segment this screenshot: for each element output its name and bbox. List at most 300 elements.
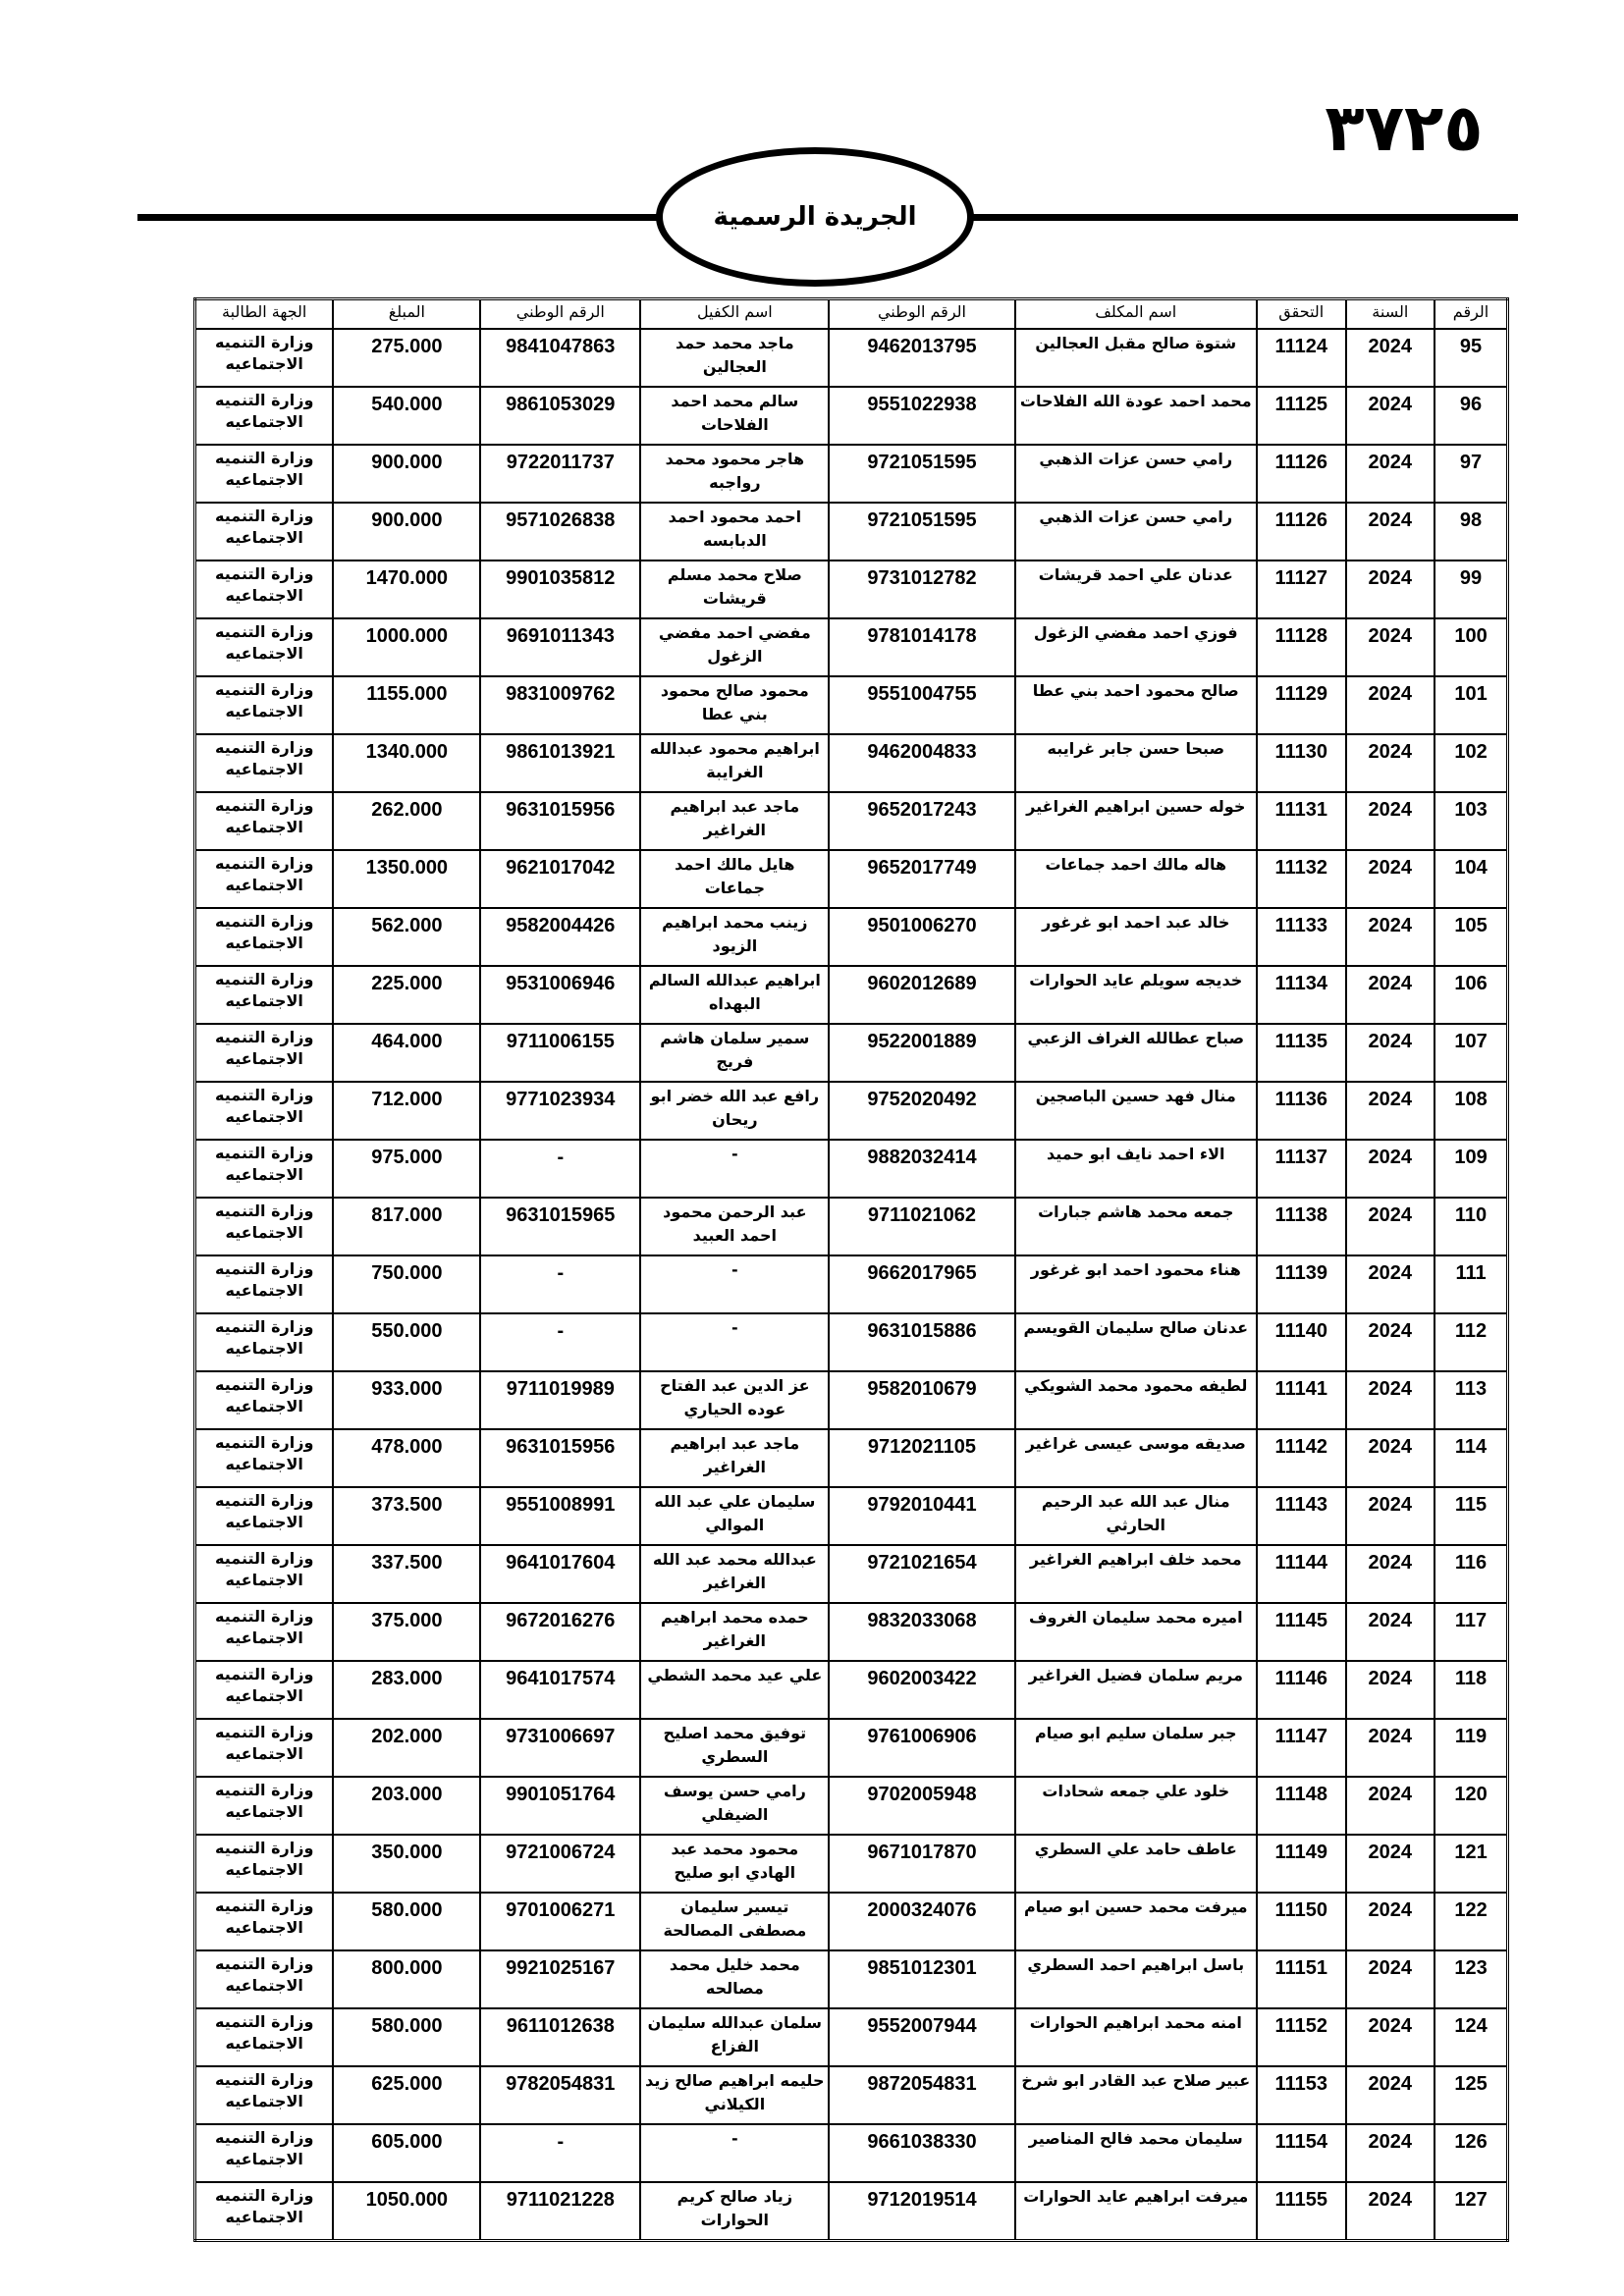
cell-row-number: 122 bbox=[1435, 1893, 1507, 1950]
cell-sponsor-name: محمد خليل محمد مصالحه bbox=[640, 1950, 829, 2008]
cell-year: 2024 bbox=[1346, 1198, 1435, 1255]
cell-taxpayer-name: رامي حسن عزات الذهبي bbox=[1015, 503, 1257, 561]
cell-row-number: 126 bbox=[1435, 2124, 1507, 2182]
cell-check-number: 11128 bbox=[1257, 618, 1346, 676]
cell-amount: 275.000 bbox=[333, 329, 480, 387]
cell-taxpayer-national-id: 9712021105 bbox=[829, 1429, 1014, 1487]
cell-year: 2024 bbox=[1346, 1313, 1435, 1371]
cell-amount: 540.000 bbox=[333, 387, 480, 445]
table-row bbox=[195, 445, 1508, 503]
cell-taxpayer-national-id: 9671017870 bbox=[829, 1835, 1014, 1893]
cell-amount: 464.000 bbox=[333, 1024, 480, 1082]
column-header-taxpayer-national-id: الرقم الوطني bbox=[829, 299, 1014, 330]
cell-row-number: 123 bbox=[1435, 1950, 1507, 2008]
column-header-taxpayer-name: اسم المكلف bbox=[1015, 299, 1257, 330]
table-row bbox=[195, 734, 1508, 792]
cell-requesting-entity: وزارة التنميه الاجتماعيه bbox=[195, 1719, 334, 1777]
cell-check-number: 11150 bbox=[1257, 1893, 1346, 1950]
cell-amount: 562.000 bbox=[333, 908, 480, 966]
cell-requesting-entity: وزارة التنميه الاجتماعيه bbox=[195, 1024, 334, 1082]
cell-row-number: 124 bbox=[1435, 2008, 1507, 2066]
table-row bbox=[195, 1545, 1508, 1603]
cell-requesting-entity: وزارة التنميه الاجتماعيه bbox=[195, 503, 334, 561]
cell-check-number: 11140 bbox=[1257, 1313, 1346, 1371]
cell-amount: 1050.000 bbox=[333, 2182, 480, 2241]
cell-sponsor-national-id: 9722011737 bbox=[480, 445, 640, 503]
cell-taxpayer-name: لطيفه محمود محمد الشويكي bbox=[1015, 1371, 1257, 1429]
cell-taxpayer-name: الاء احمد نايف ابو حميد bbox=[1015, 1140, 1257, 1198]
cell-sponsor-name: علي عيد محمد الشطي bbox=[640, 1661, 829, 1719]
cell-amount: 712.000 bbox=[333, 1082, 480, 1140]
cell-amount: 350.000 bbox=[333, 1835, 480, 1893]
cell-taxpayer-national-id: 9652017749 bbox=[829, 850, 1014, 908]
cell-sponsor-name: عز الدين عبد الفتاح عوده الحياري bbox=[640, 1371, 829, 1429]
cell-sponsor-national-id: 9641017574 bbox=[480, 1661, 640, 1719]
cell-taxpayer-national-id: 9462004833 bbox=[829, 734, 1014, 792]
table-row bbox=[195, 1603, 1508, 1661]
cell-taxpayer-national-id: 9602012689 bbox=[829, 966, 1014, 1024]
cell-taxpayer-name: خوله حسين ابراهيم الغراغير bbox=[1015, 792, 1257, 850]
cell-year: 2024 bbox=[1346, 850, 1435, 908]
cell-taxpayer-name: صبحا حسن جابر غرايبه bbox=[1015, 734, 1257, 792]
cell-row-number: 107 bbox=[1435, 1024, 1507, 1082]
cell-year: 2024 bbox=[1346, 792, 1435, 850]
column-header-year: السنة bbox=[1346, 299, 1435, 330]
cell-sponsor-national-id: 9731006697 bbox=[480, 1719, 640, 1777]
cell-taxpayer-national-id: 9702005948 bbox=[829, 1777, 1014, 1835]
cell-sponsor-national-id: 9861013921 bbox=[480, 734, 640, 792]
column-header-sponsor-name: اسم الكفيل bbox=[640, 299, 829, 330]
cell-taxpayer-name: خالد عبد احمد ابو غرغور bbox=[1015, 908, 1257, 966]
table-row bbox=[195, 2008, 1508, 2066]
cell-requesting-entity: وزارة التنميه الاجتماعيه bbox=[195, 1893, 334, 1950]
cell-sponsor-name: سمير سلمان هاشم فريج bbox=[640, 1024, 829, 1082]
cell-taxpayer-name: صباح عطالله الغراف الزعبي bbox=[1015, 1024, 1257, 1082]
cell-taxpayer-national-id: 9792010441 bbox=[829, 1487, 1014, 1545]
cell-amount: 375.000 bbox=[333, 1603, 480, 1661]
cell-taxpayer-name: شتوة صالح مقبل العجالين bbox=[1015, 329, 1257, 387]
cell-row-number: 120 bbox=[1435, 1777, 1507, 1835]
cell-amount: 1350.000 bbox=[333, 850, 480, 908]
cell-amount: 1000.000 bbox=[333, 618, 480, 676]
cell-year: 2024 bbox=[1346, 2182, 1435, 2241]
table-row bbox=[195, 1661, 1508, 1719]
table-row bbox=[195, 1893, 1508, 1950]
cell-taxpayer-national-id: 9652017243 bbox=[829, 792, 1014, 850]
cell-sponsor-name: حمده محمد ابراهيم الغراغير bbox=[640, 1603, 829, 1661]
cell-check-number: 11152 bbox=[1257, 2008, 1346, 2066]
cell-sponsor-name: صلاح محمد مسلم قريشات bbox=[640, 561, 829, 618]
records-table bbox=[193, 297, 1509, 2242]
cell-sponsor-name: - bbox=[640, 1140, 829, 1198]
cell-sponsor-national-id: 9901035812 bbox=[480, 561, 640, 618]
cell-sponsor-national-id: 9672016276 bbox=[480, 1603, 640, 1661]
cell-row-number: 117 bbox=[1435, 1603, 1507, 1661]
cell-sponsor-national-id: 9711006155 bbox=[480, 1024, 640, 1082]
cell-requesting-entity: وزارة التنميه الاجتماعيه bbox=[195, 908, 334, 966]
cell-check-number: 11149 bbox=[1257, 1835, 1346, 1893]
cell-year: 2024 bbox=[1346, 1545, 1435, 1603]
cell-requesting-entity: وزارة التنميه الاجتماعيه bbox=[195, 2124, 334, 2182]
cell-amount: 605.000 bbox=[333, 2124, 480, 2182]
cell-sponsor-national-id: 9701006271 bbox=[480, 1893, 640, 1950]
cell-taxpayer-national-id: 9712019514 bbox=[829, 2182, 1014, 2241]
cell-row-number: 108 bbox=[1435, 1082, 1507, 1140]
cell-sponsor-national-id: 9782054831 bbox=[480, 2066, 640, 2124]
cell-taxpayer-national-id: 9872054831 bbox=[829, 2066, 1014, 2124]
table-row bbox=[195, 966, 1508, 1024]
table-row bbox=[195, 1082, 1508, 1140]
cell-taxpayer-national-id: 9582010679 bbox=[829, 1371, 1014, 1429]
cell-check-number: 11136 bbox=[1257, 1082, 1346, 1140]
cell-sponsor-name: تيسير سليمان مصطفى المصالحة bbox=[640, 1893, 829, 1950]
cell-requesting-entity: وزارة التنميه الاجتماعيه bbox=[195, 966, 334, 1024]
cell-requesting-entity: وزارة التنميه الاجتماعيه bbox=[195, 2182, 334, 2241]
cell-requesting-entity: وزارة التنميه الاجتماعيه bbox=[195, 1255, 334, 1313]
cell-year: 2024 bbox=[1346, 1255, 1435, 1313]
cell-amount: 800.000 bbox=[333, 1950, 480, 2008]
cell-check-number: 11138 bbox=[1257, 1198, 1346, 1255]
cell-check-number: 11131 bbox=[1257, 792, 1346, 850]
publication-title-oval bbox=[656, 147, 974, 287]
cell-amount: 373.500 bbox=[333, 1487, 480, 1545]
cell-sponsor-national-id: 9711019989 bbox=[480, 1371, 640, 1429]
cell-check-number: 11125 bbox=[1257, 387, 1346, 445]
cell-amount: 337.500 bbox=[333, 1545, 480, 1603]
cell-amount: 262.000 bbox=[333, 792, 480, 850]
cell-requesting-entity: وزارة التنميه الاجتماعيه bbox=[195, 1661, 334, 1719]
column-header-check-number: التحقق bbox=[1257, 299, 1346, 330]
cell-year: 2024 bbox=[1346, 734, 1435, 792]
table-row bbox=[195, 1198, 1508, 1255]
cell-row-number: 116 bbox=[1435, 1545, 1507, 1603]
cell-row-number: 119 bbox=[1435, 1719, 1507, 1777]
cell-requesting-entity: وزارة التنميه الاجتماعيه bbox=[195, 329, 334, 387]
cell-check-number: 11129 bbox=[1257, 676, 1346, 734]
cell-year: 2024 bbox=[1346, 1140, 1435, 1198]
table-row bbox=[195, 2182, 1508, 2241]
cell-sponsor-national-id: 9611012638 bbox=[480, 2008, 640, 2066]
cell-taxpayer-name: محمد خلف ابراهيم الغراغير bbox=[1015, 1545, 1257, 1603]
cell-amount: 202.000 bbox=[333, 1719, 480, 1777]
cell-check-number: 11126 bbox=[1257, 503, 1346, 561]
cell-taxpayer-national-id: 9752020492 bbox=[829, 1082, 1014, 1140]
cell-sponsor-name: زياد صالح كريم الحوارات bbox=[640, 2182, 829, 2241]
cell-amount: 550.000 bbox=[333, 1313, 480, 1371]
cell-requesting-entity: وزارة التنميه الاجتماعيه bbox=[195, 1140, 334, 1198]
cell-taxpayer-name: مريم سلمان فضيل الغراغير bbox=[1015, 1661, 1257, 1719]
cell-year: 2024 bbox=[1346, 1603, 1435, 1661]
cell-taxpayer-name: امنه محمد ابراهيم الحوارات bbox=[1015, 2008, 1257, 2066]
cell-row-number: 98 bbox=[1435, 503, 1507, 561]
cell-taxpayer-national-id: 9721051595 bbox=[829, 503, 1014, 561]
cell-row-number: 115 bbox=[1435, 1487, 1507, 1545]
cell-requesting-entity: وزارة التنميه الاجتماعيه bbox=[195, 1950, 334, 2008]
cell-sponsor-name: - bbox=[640, 1313, 829, 1371]
cell-check-number: 11127 bbox=[1257, 561, 1346, 618]
cell-amount: 900.000 bbox=[333, 503, 480, 561]
cell-row-number: 100 bbox=[1435, 618, 1507, 676]
cell-sponsor-name: مفضي احمد مفضي الزغول bbox=[640, 618, 829, 676]
cell-requesting-entity: وزارة التنميه الاجتماعيه bbox=[195, 1487, 334, 1545]
cell-sponsor-national-id: 9531006946 bbox=[480, 966, 640, 1024]
cell-requesting-entity: وزارة التنميه الاجتماعيه bbox=[195, 792, 334, 850]
cell-year: 2024 bbox=[1346, 618, 1435, 676]
cell-taxpayer-national-id: 9761006906 bbox=[829, 1719, 1014, 1777]
cell-sponsor-name: ابراهيم عبدالله السالم البهداه bbox=[640, 966, 829, 1024]
cell-amount: 900.000 bbox=[333, 445, 480, 503]
cell-taxpayer-name: جمعه محمد هاشم جبارات bbox=[1015, 1198, 1257, 1255]
cell-taxpayer-name: عدنان صالح سليمان القويسم bbox=[1015, 1313, 1257, 1371]
cell-taxpayer-national-id: 9731012782 bbox=[829, 561, 1014, 618]
table-row bbox=[195, 1719, 1508, 1777]
cell-sponsor-national-id: - bbox=[480, 1313, 640, 1371]
cell-taxpayer-national-id: 9711021062 bbox=[829, 1198, 1014, 1255]
table-row bbox=[195, 676, 1508, 734]
cell-requesting-entity: وزارة التنميه الاجتماعيه bbox=[195, 1545, 334, 1603]
cell-sponsor-name: هايل مالك احمد جماعات bbox=[640, 850, 829, 908]
cell-year: 2024 bbox=[1346, 561, 1435, 618]
cell-taxpayer-national-id: 2000324076 bbox=[829, 1893, 1014, 1950]
cell-requesting-entity: وزارة التنميه الاجتماعيه bbox=[195, 1082, 334, 1140]
cell-check-number: 11144 bbox=[1257, 1545, 1346, 1603]
table-row bbox=[195, 1255, 1508, 1313]
cell-taxpayer-name: هناء محمود احمد ابو غرغور bbox=[1015, 1255, 1257, 1313]
cell-year: 2024 bbox=[1346, 1371, 1435, 1429]
cell-row-number: 110 bbox=[1435, 1198, 1507, 1255]
cell-check-number: 11126 bbox=[1257, 445, 1346, 503]
publication-title: الجريدة الرسمية bbox=[713, 202, 917, 232]
cell-row-number: 106 bbox=[1435, 966, 1507, 1024]
cell-row-number: 114 bbox=[1435, 1429, 1507, 1487]
cell-amount: 625.000 bbox=[333, 2066, 480, 2124]
cell-requesting-entity: وزارة التنميه الاجتماعيه bbox=[195, 1371, 334, 1429]
cell-sponsor-name: ماجد عبد ابراهيم الغراغير bbox=[640, 1429, 829, 1487]
cell-sponsor-name: محمود محمد عبد الهادي ابو صليح bbox=[640, 1835, 829, 1893]
table-row bbox=[195, 1429, 1508, 1487]
cell-taxpayer-national-id: 9551022938 bbox=[829, 387, 1014, 445]
cell-sponsor-national-id: 9711021228 bbox=[480, 2182, 640, 2241]
cell-year: 2024 bbox=[1346, 1487, 1435, 1545]
cell-year: 2024 bbox=[1346, 387, 1435, 445]
cell-check-number: 11133 bbox=[1257, 908, 1346, 966]
cell-requesting-entity: وزارة التنميه الاجتماعيه bbox=[195, 1313, 334, 1371]
cell-sponsor-national-id: 9571026838 bbox=[480, 503, 640, 561]
cell-year: 2024 bbox=[1346, 329, 1435, 387]
cell-requesting-entity: وزارة التنميه الاجتماعيه bbox=[195, 1835, 334, 1893]
cell-year: 2024 bbox=[1346, 2008, 1435, 2066]
cell-requesting-entity: وزارة التنميه الاجتماعيه bbox=[195, 850, 334, 908]
cell-year: 2024 bbox=[1346, 676, 1435, 734]
cell-sponsor-name: زينب محمد ابراهيم الزيود bbox=[640, 908, 829, 966]
cell-taxpayer-name: منال عبد الله عبد الرحيم الحارثي bbox=[1015, 1487, 1257, 1545]
cell-taxpayer-national-id: 9882032414 bbox=[829, 1140, 1014, 1198]
cell-row-number: 111 bbox=[1435, 1255, 1507, 1313]
cell-taxpayer-name: محمد احمد عودة الله الفلاحات bbox=[1015, 387, 1257, 445]
cell-sponsor-national-id: 9641017604 bbox=[480, 1545, 640, 1603]
cell-requesting-entity: وزارة التنميه الاجتماعيه bbox=[195, 2008, 334, 2066]
cell-sponsor-national-id: - bbox=[480, 1255, 640, 1313]
cell-check-number: 11147 bbox=[1257, 1719, 1346, 1777]
cell-row-number: 109 bbox=[1435, 1140, 1507, 1198]
cell-year: 2024 bbox=[1346, 1777, 1435, 1835]
cell-sponsor-name: ماجد محمد حمد العجالين bbox=[640, 329, 829, 387]
cell-amount: 580.000 bbox=[333, 1893, 480, 1950]
cell-year: 2024 bbox=[1346, 966, 1435, 1024]
cell-sponsor-name: احمد محمود احمد الدبابسه bbox=[640, 503, 829, 561]
table-row bbox=[195, 850, 1508, 908]
column-header-row-number: الرقم bbox=[1435, 299, 1507, 330]
cell-sponsor-name: عبد الرحمن محمود احمد العبيد bbox=[640, 1198, 829, 1255]
cell-amount: 975.000 bbox=[333, 1140, 480, 1198]
cell-sponsor-national-id: 9631015956 bbox=[480, 1429, 640, 1487]
cell-taxpayer-national-id: 9552007944 bbox=[829, 2008, 1014, 2066]
column-header-amount: المبلغ bbox=[333, 299, 480, 330]
cell-requesting-entity: وزارة التنميه الاجتماعيه bbox=[195, 1777, 334, 1835]
table-row bbox=[195, 618, 1508, 676]
cell-year: 2024 bbox=[1346, 1024, 1435, 1082]
cell-year: 2024 bbox=[1346, 1719, 1435, 1777]
cell-sponsor-name: رامي حسن يوسف الضيفلي bbox=[640, 1777, 829, 1835]
cell-sponsor-national-id: 9831009762 bbox=[480, 676, 640, 734]
table-row bbox=[195, 561, 1508, 618]
table-row bbox=[195, 1313, 1508, 1371]
cell-row-number: 118 bbox=[1435, 1661, 1507, 1719]
cell-taxpayer-name: ميرفت ابراهيم عايد الحوارات bbox=[1015, 2182, 1257, 2241]
cell-sponsor-name: حليمه ابراهيم صالح زيد الكيلاني bbox=[640, 2066, 829, 2124]
cell-taxpayer-name: صالح محمود احمد بني عطا bbox=[1015, 676, 1257, 734]
cell-taxpayer-name: عبير صلاح عبد القادر ابو شرخ bbox=[1015, 2066, 1257, 2124]
cell-row-number: 101 bbox=[1435, 676, 1507, 734]
cell-year: 2024 bbox=[1346, 445, 1435, 503]
cell-requesting-entity: وزارة التنميه الاجتماعيه bbox=[195, 445, 334, 503]
cell-sponsor-national-id: 9771023934 bbox=[480, 1082, 640, 1140]
cell-amount: 1340.000 bbox=[333, 734, 480, 792]
table-row bbox=[195, 1950, 1508, 2008]
cell-sponsor-name: محمود صالح محمود بني عطا bbox=[640, 676, 829, 734]
cell-check-number: 11151 bbox=[1257, 1950, 1346, 2008]
cell-amount: 225.000 bbox=[333, 966, 480, 1024]
cell-sponsor-name: - bbox=[640, 1255, 829, 1313]
table-header-row bbox=[195, 299, 1508, 330]
column-header-requesting-entity: الجهة الطالبة bbox=[195, 299, 334, 330]
cell-check-number: 11153 bbox=[1257, 2066, 1346, 2124]
cell-row-number: 95 bbox=[1435, 329, 1507, 387]
cell-taxpayer-name: رامي حسن عزات الذهبي bbox=[1015, 445, 1257, 503]
cell-amount: 1155.000 bbox=[333, 676, 480, 734]
cell-check-number: 11146 bbox=[1257, 1661, 1346, 1719]
cell-taxpayer-national-id: 9832033068 bbox=[829, 1603, 1014, 1661]
cell-sponsor-national-id: 9631015956 bbox=[480, 792, 640, 850]
table-row bbox=[195, 387, 1508, 445]
cell-taxpayer-name: خلود علي جمعه شحادات bbox=[1015, 1777, 1257, 1835]
cell-sponsor-name: ماجد عبد ابراهيم الغراغير bbox=[640, 792, 829, 850]
cell-taxpayer-name: فوزي احمد مفضي الزغول bbox=[1015, 618, 1257, 676]
cell-taxpayer-national-id: 9721051595 bbox=[829, 445, 1014, 503]
cell-amount: 1470.000 bbox=[333, 561, 480, 618]
cell-taxpayer-national-id: 9661038330 bbox=[829, 2124, 1014, 2182]
cell-year: 2024 bbox=[1346, 1082, 1435, 1140]
cell-requesting-entity: وزارة التنميه الاجتماعيه bbox=[195, 734, 334, 792]
cell-row-number: 113 bbox=[1435, 1371, 1507, 1429]
cell-sponsor-national-id: 9631015965 bbox=[480, 1198, 640, 1255]
cell-check-number: 11142 bbox=[1257, 1429, 1346, 1487]
cell-taxpayer-national-id: 9851012301 bbox=[829, 1950, 1014, 2008]
cell-check-number: 11141 bbox=[1257, 1371, 1346, 1429]
cell-taxpayer-national-id: 9662017965 bbox=[829, 1255, 1014, 1313]
cell-sponsor-name: - bbox=[640, 2124, 829, 2182]
cell-sponsor-national-id: 9901051764 bbox=[480, 1777, 640, 1835]
cell-row-number: 104 bbox=[1435, 850, 1507, 908]
cell-row-number: 121 bbox=[1435, 1835, 1507, 1893]
cell-sponsor-national-id: 9551008991 bbox=[480, 1487, 640, 1545]
cell-row-number: 127 bbox=[1435, 2182, 1507, 2241]
cell-row-number: 103 bbox=[1435, 792, 1507, 850]
cell-year: 2024 bbox=[1346, 1429, 1435, 1487]
cell-taxpayer-name: هاله مالك احمد جماعات bbox=[1015, 850, 1257, 908]
cell-check-number: 11155 bbox=[1257, 2182, 1346, 2241]
cell-amount: 203.000 bbox=[333, 1777, 480, 1835]
cell-check-number: 11134 bbox=[1257, 966, 1346, 1024]
table-row bbox=[195, 2124, 1508, 2182]
cell-sponsor-name: سليمان علي عبد الله الموالي bbox=[640, 1487, 829, 1545]
cell-taxpayer-name: باسل ابراهيم احمد السطري bbox=[1015, 1950, 1257, 2008]
table-row bbox=[195, 1140, 1508, 1198]
cell-year: 2024 bbox=[1346, 1950, 1435, 2008]
cell-sponsor-name: سالم محمد احمد الفلاحات bbox=[640, 387, 829, 445]
cell-taxpayer-name: صديقه موسى عيسى غراغير bbox=[1015, 1429, 1257, 1487]
cell-amount: 817.000 bbox=[333, 1198, 480, 1255]
cell-year: 2024 bbox=[1346, 503, 1435, 561]
cell-taxpayer-name: عدنان علي احمد قريشات bbox=[1015, 561, 1257, 618]
cell-row-number: 105 bbox=[1435, 908, 1507, 966]
cell-sponsor-name: ابراهيم محمود عبدالله الغرايبة bbox=[640, 734, 829, 792]
cell-sponsor-name: توفيق محمد اصليح السطري bbox=[640, 1719, 829, 1777]
cell-sponsor-name: عبدالله محمد عبد الله الغراغير bbox=[640, 1545, 829, 1603]
cell-year: 2024 bbox=[1346, 2124, 1435, 2182]
cell-taxpayer-national-id: 9602003422 bbox=[829, 1661, 1014, 1719]
cell-requesting-entity: وزارة التنميه الاجتماعيه bbox=[195, 618, 334, 676]
cell-requesting-entity: وزارة التنميه الاجتماعيه bbox=[195, 1603, 334, 1661]
cell-sponsor-national-id: - bbox=[480, 2124, 640, 2182]
cell-requesting-entity: وزارة التنميه الاجتماعيه bbox=[195, 561, 334, 618]
cell-taxpayer-national-id: 9522001889 bbox=[829, 1024, 1014, 1082]
cell-sponsor-national-id: 9691011343 bbox=[480, 618, 640, 676]
page-number: ٣٧٢٥ bbox=[1325, 90, 1484, 166]
cell-taxpayer-name: سليمان محمد فالح المناصير bbox=[1015, 2124, 1257, 2182]
cell-taxpayer-national-id: 9462013795 bbox=[829, 329, 1014, 387]
cell-amount: 933.000 bbox=[333, 1371, 480, 1429]
cell-check-number: 11132 bbox=[1257, 850, 1346, 908]
cell-taxpayer-national-id: 9551004755 bbox=[829, 676, 1014, 734]
table-row bbox=[195, 503, 1508, 561]
cell-check-number: 11154 bbox=[1257, 2124, 1346, 2182]
cell-year: 2024 bbox=[1346, 908, 1435, 966]
cell-check-number: 11137 bbox=[1257, 1140, 1346, 1198]
cell-row-number: 102 bbox=[1435, 734, 1507, 792]
cell-row-number: 97 bbox=[1435, 445, 1507, 503]
cell-sponsor-national-id: 9582004426 bbox=[480, 908, 640, 966]
cell-year: 2024 bbox=[1346, 2066, 1435, 2124]
cell-taxpayer-national-id: 9721021654 bbox=[829, 1545, 1014, 1603]
cell-check-number: 11135 bbox=[1257, 1024, 1346, 1082]
cell-year: 2024 bbox=[1346, 1835, 1435, 1893]
cell-requesting-entity: وزارة التنميه الاجتماعيه bbox=[195, 1198, 334, 1255]
cell-check-number: 11130 bbox=[1257, 734, 1346, 792]
cell-amount: 478.000 bbox=[333, 1429, 480, 1487]
table-row bbox=[195, 1024, 1508, 1082]
cell-sponsor-national-id: 9921025167 bbox=[480, 1950, 640, 2008]
